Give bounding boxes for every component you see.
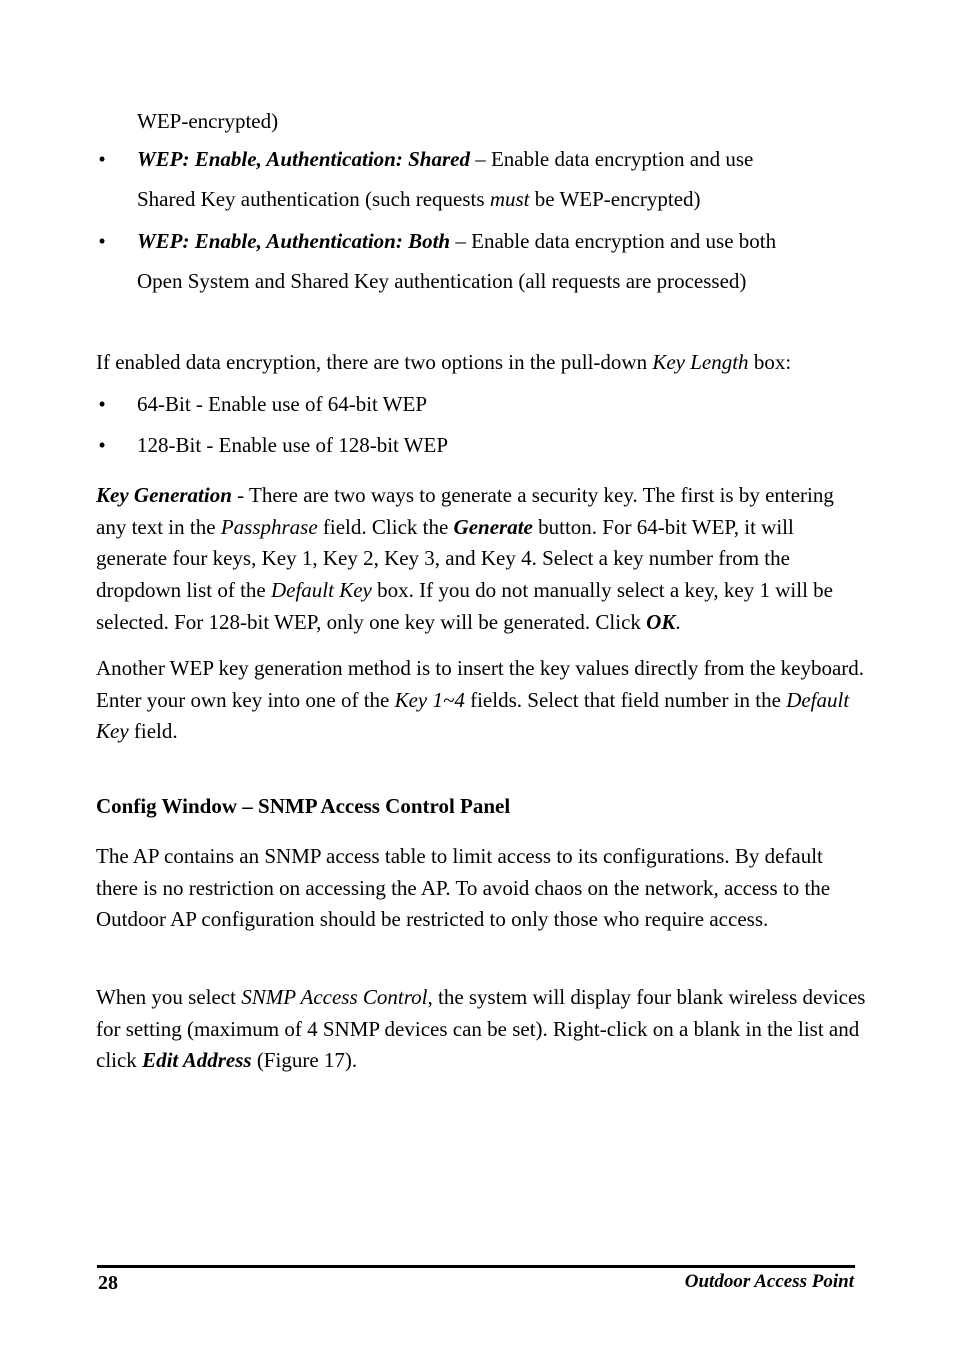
paragraph-text: .: [675, 609, 681, 634]
snmp-paragraph-1: The AP contains an SNMP access table to limit access to its configurations. By default there is no restriction on accessing the AP. To avoid chaos on the network, access to the Outdoor AP configuration should be restricted to only those who require access.: [96, 844, 831, 932]
option-text: 128-Bit - Enable use of 128-bit WEP: [137, 433, 449, 457]
intro-text: If enabled data encryption, there are two options in the pull-down: [96, 350, 653, 374]
section-heading: Config Window – SNMP Access Control Panel: [96, 794, 511, 818]
bullet-dot: •: [98, 147, 106, 171]
bullet-text: Shared Key authentication (such requests: [137, 187, 490, 211]
snmp-access-control-term: SNMP Access Control: [241, 985, 428, 1009]
bullet-term: WEP: Enable, Authentication: Shared: [137, 147, 470, 171]
ok-term: OK: [646, 609, 676, 634]
emphasis-text: must: [489, 187, 530, 211]
bullet-dot: •: [98, 392, 106, 416]
bullet-text: – Enable data encryption and use both: [450, 229, 777, 253]
default-key-term: Default Key: [270, 578, 372, 603]
paragraph-text: button. For 64-bit WEP, it will generate four keys, Key 1, Key 2, Key 3, and Key 4. Select a key number from the dropdown list of the: [96, 514, 794, 603]
bullet-wep-shared: [96, 139, 866, 219]
footer-rule: [97, 1265, 855, 1268]
option-item: [96, 425, 866, 466]
paragraph-text: , the system will display four blank wireless devices for setting (maximum of 4 SNMP devices can be set). Right-click on a blank in the list and click: [96, 985, 866, 1073]
bullet-dot: •: [98, 229, 106, 253]
bullet-dot: •: [98, 433, 106, 457]
generate-term: Generate: [453, 514, 533, 539]
option-item: [96, 384, 866, 425]
snmp-paragraph-2: [96, 982, 866, 1077]
paragraph-text: Another WEP key generation method is to insert the key values directly from the keyboard. Enter your own key into one of the: [96, 656, 865, 712]
bullet-wep-both: [96, 221, 866, 301]
paragraph-text: field.: [128, 719, 178, 744]
key-generation-paragraph: [96, 480, 866, 639]
continuation-text: WEP-encrypted): [137, 109, 279, 133]
passphrase-term: Passphrase: [220, 514, 318, 539]
paragraph-text: field. Click the: [317, 514, 454, 539]
footer-title: Outdoor Access Point: [684, 1271, 854, 1292]
bullet-text: be WEP-encrypted): [529, 187, 701, 211]
default-key-term: Default Key: [96, 687, 850, 744]
another-method-paragraph: [96, 653, 866, 748]
bullet-term: WEP: Enable, Authentication: Both: [137, 229, 451, 253]
bullet-text: – Enable data encryption and use: [469, 147, 754, 171]
paragraph-text: (Figure 17).: [251, 1048, 358, 1073]
paragraph-text: When you select: [96, 985, 242, 1009]
key-length-options: [96, 384, 866, 466]
bullet-text: Open System and Shared Key authentication (all requests are processed): [137, 269, 747, 293]
keys-term: Key 1~4: [394, 687, 465, 712]
bullet-item: [96, 139, 866, 219]
key-generation-term: Key Generation: [96, 483, 232, 507]
intro-text: box:: [748, 350, 792, 374]
paragraph-text: fields. Select that field number in the: [464, 687, 787, 712]
bullet-item: [96, 221, 866, 301]
page-number: 28: [98, 1272, 118, 1294]
key-length-term: Key Length: [652, 350, 749, 374]
paragraph-text: box. If you do not manually select a key, key 1 will be selected. For 128-bit WEP, only one key will be generated. Click: [96, 578, 833, 634]
key-length-intro: [96, 346, 866, 378]
paragraph-text: - There are two ways to generate a security key. The first is by entering any text in the: [96, 483, 834, 539]
edit-address-term: Edit Address: [142, 1048, 252, 1073]
option-text: 64-Bit - Enable use of 64-bit WEP: [137, 392, 428, 416]
